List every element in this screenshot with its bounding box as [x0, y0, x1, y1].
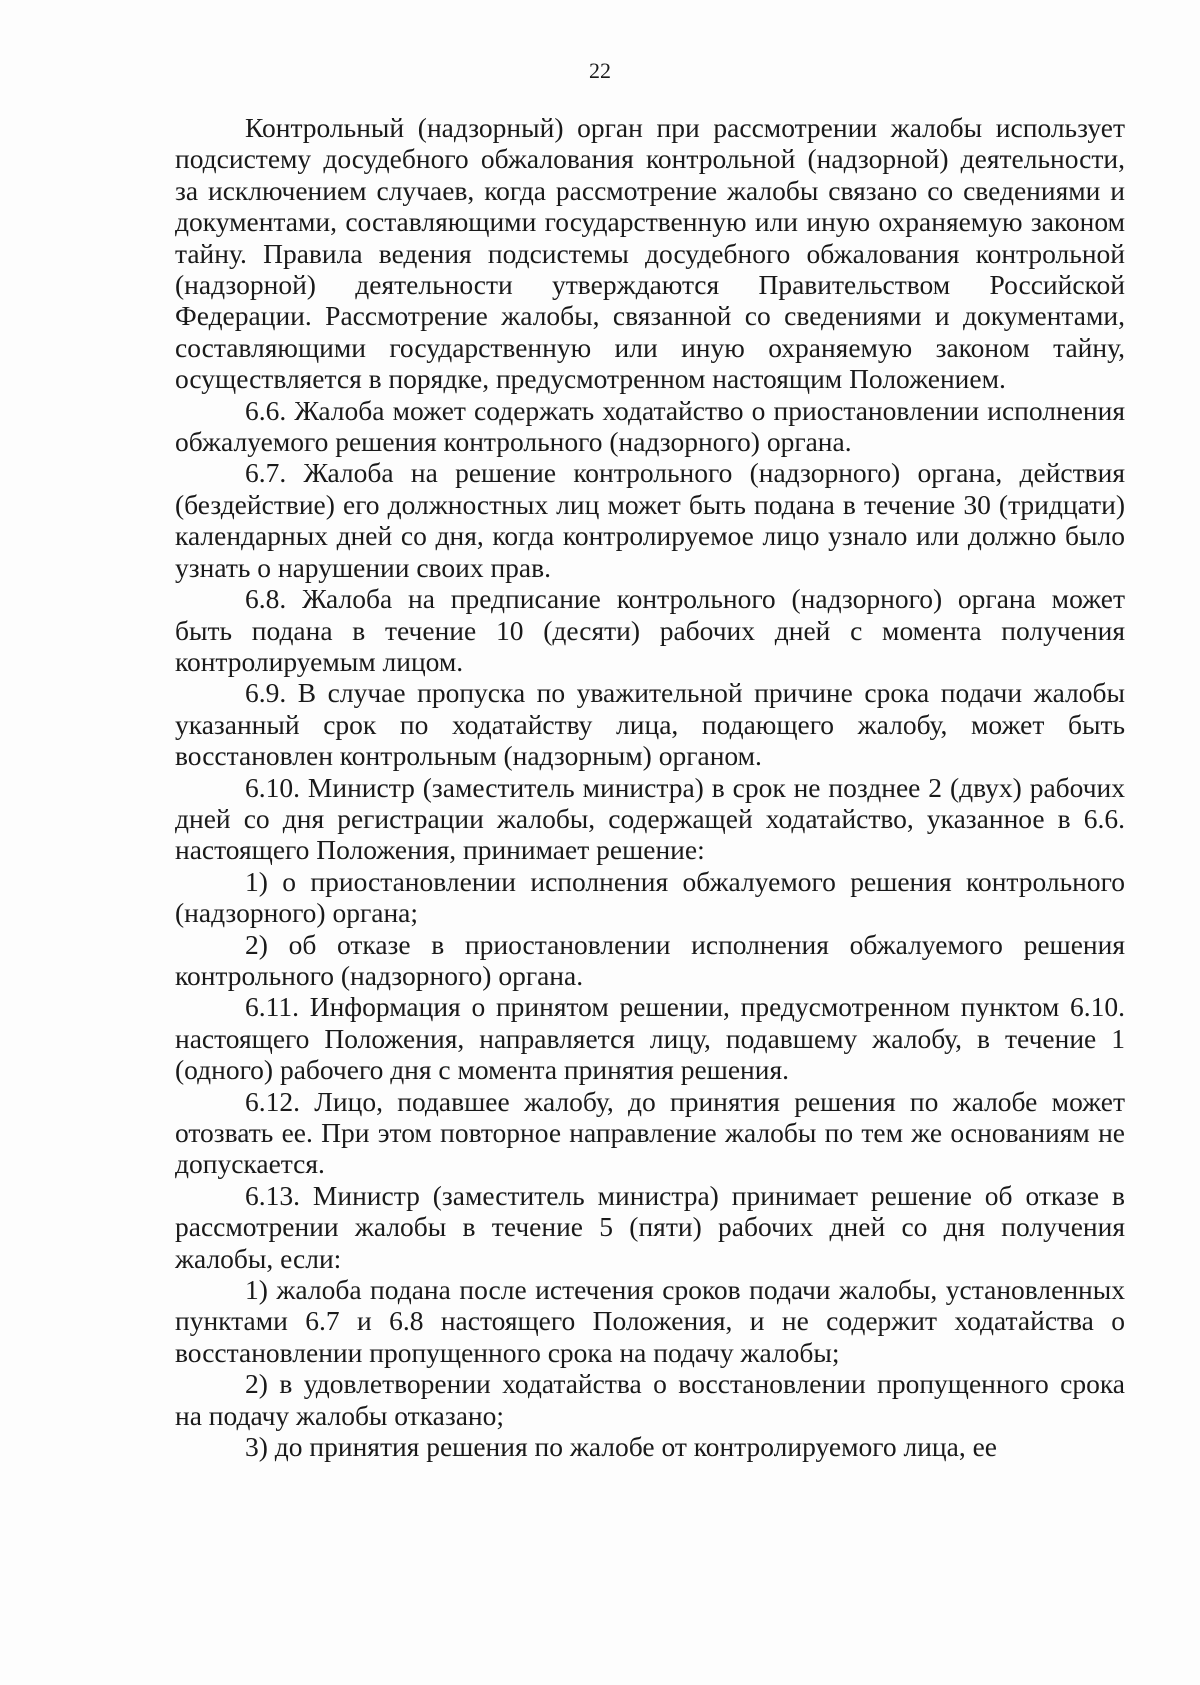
paragraph-6-7: 6.7. Жалоба на решение контрольного (надзорного) органа, действия (бездействие) его должностных лиц может быть подана в течение 30 (тридцати) календарных дней со дня, когда контролируемое лицо узнало или должно было узнать о нарушении своих прав. — [175, 457, 1125, 583]
paragraph-6-8: 6.8. Жалоба на предписание контрольного (надзорного) органа может быть подана в течение 10 (десяти) рабочих дней с момента получения контролируемым лицом. — [175, 583, 1125, 677]
paragraph-6-11: 6.11. Информация о принятом решении, предусмотренном пунктом 6.10. настоящего Положения, направляется лицу, подавшему жалобу, в течение 1 (одного) рабочего дня с момента принятия решения. — [175, 991, 1125, 1086]
paragraph-6-9: 6.9. В случае пропуска по уважительной причине срока подачи жалобы указанный срок по ходатайству лица, подающего жалобу, может быть восстановлен контрольным (надзорным) органом. — [175, 677, 1125, 772]
paragraph-intro: Контрольный (надзорный) орган при рассмотрении жалобы использует подсистему досудебного обжалования контрольной (надзорной) деятельности, за исключением случаев, когда рассмотрение жалобы связано со сведениями и документами, составляющими государственную или иную охраняемую законом тайну. Правила ведения подсистемы досудебного обжалования контрольной (надзорной) деятельности утверждаются Правительством Российской Федерации. Рассмотрение жалобы, связанной со сведениями и документами, составляющими государственную или иную охраняемую законом тайну, осуществляется в порядке, предусмотренном настоящим Положением. — [175, 112, 1125, 395]
paragraph-6-13-item-3: 3) до принятия решения по жалобе от контролируемого лица, ее — [245, 1431, 997, 1463]
paragraph-6-10-item-1: 1) о приостановлении исполнения обжалуемого решения контрольного (надзорного) органа; — [175, 865, 1125, 929]
document-body — [175, 112, 1125, 1462]
paragraph-6-10: 6.10. Министр (заместитель министра) в срок не позднее 2 (двух) рабочих дней со дня регистрации жалобы, содержащей ходатайство, указанное в 6.6. настоящего Положения, принимает решение: — [175, 771, 1125, 866]
page-number: 22 — [589, 58, 611, 83]
paragraph-6-10-item-2: 2) об отказе в приостановлении исполнения обжалуемого решения контрольного (надзорного) органа. — [175, 928, 1125, 991]
paragraph-6-13-item-1: 1) жалоба подана после истечения сроков подачи жалобы, установленных пунктами 6.7 и 6.8 настоящего Положения, и не содержит ходатайства о восстановлении пропущенного срока на подачу жалобы; — [175, 1274, 1125, 1368]
paragraph-6-6: 6.6. Жалоба может содержать ходатайство о приостановлении исполнения обжалуемого решения контрольного (надзорного) органа. — [175, 394, 1125, 458]
paragraph-6-12: 6.12. Лицо, подавшее жалобу, до принятия решения по жалобе может отозвать ее. При этом повторное направление жалобы по тем же основаниям не допускается. — [175, 1085, 1125, 1180]
paragraph-6-13-item-2: 2) в удовлетворении ходатайства о восстановлении пропущенного срока на подачу жалобы отказано; — [175, 1368, 1125, 1431]
paragraph-6-13: 6.13. Министр (заместитель министра) принимает решение об отказе в рассмотрении жалобы в течение 5 (пяти) рабочих дней со дня получения жалобы, если: — [175, 1179, 1125, 1274]
